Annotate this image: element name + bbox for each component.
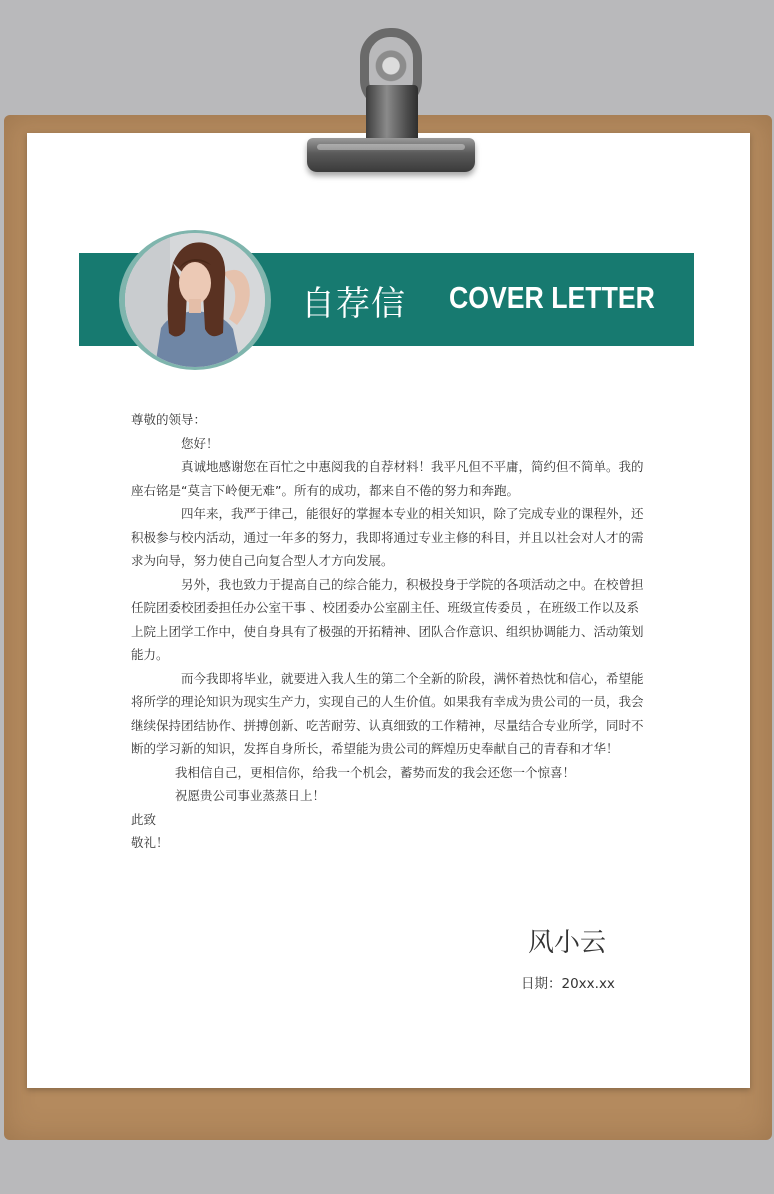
binder-clip-body [366, 85, 418, 145]
binder-clip-base [307, 138, 475, 172]
date: 日期：20xx.xx [521, 976, 615, 992]
signature: 风小云 [528, 928, 607, 958]
closing-line-1: 我相信自己，更相信你，给我一个机会，蓄势而发的我会还您一个惊喜！ [175, 764, 576, 780]
salutation: 尊敬的领导： [131, 412, 207, 427]
avatar [125, 233, 265, 367]
portrait-photo [125, 233, 265, 367]
greeting: 您好！ [181, 435, 219, 451]
closing-line-2: 祝愿贵公司事业蒸蒸日上！ [175, 788, 326, 803]
title-chinese: 自荐信 [301, 284, 406, 324]
sign-off-2: 敬礼！ [131, 835, 169, 850]
sign-off-1: 此致 [131, 811, 157, 827]
paragraph-2: 四年来，我严于律己，能很好的掌握本专业的相关知识，除了完成专业的课程外，还积极参与校内活动，通过一年多的努力，我即将通过专业主修的科目，并且以社会对人才的需求为向导，努力使自己向复合型人才方向发展。 [131, 506, 644, 568]
title-english: COVER LETTER [449, 280, 655, 315]
paragraph-4: 而今我即将毕业，就要进入我人生的第二个全新的阶段，满怀着热忱和信心，希望能将所学的理论知识为现实生产力，实现自己的人生价值。如果我有幸成为贵公司的一员，我会继续保持团结协作、拼搏创新、吃苦耐劳、认真细致的工作精神，尽量结合专业所学，同时不断的学习新的知识，发挥自身所长，希望能为贵公司的辉煌历史奉献自己的青春和才华！ [131, 670, 644, 756]
paragraph-3: 另外，我也致力于提高自己的综合能力，积极投身于学院的各项活动之中。在校曾担任院团委校团委担任办公室干事 、校团委办公室副主任、班级宣传委员 ，在班级工作以及系上院上团学工作中，使自身具有了极强的开拓精神、团队合作意识、组织协调能力、活动策划能力。 [131, 576, 644, 662]
letter-body [131, 408, 644, 855]
paragraph-1: 真诚地感谢您在百忙之中惠阅我的自荐材料！我平凡但不平庸，简约但不简单。我的座右铭是“莫言下岭便无难”。所有的成功，都来自不倦的努力和奔跑。 [131, 459, 644, 498]
